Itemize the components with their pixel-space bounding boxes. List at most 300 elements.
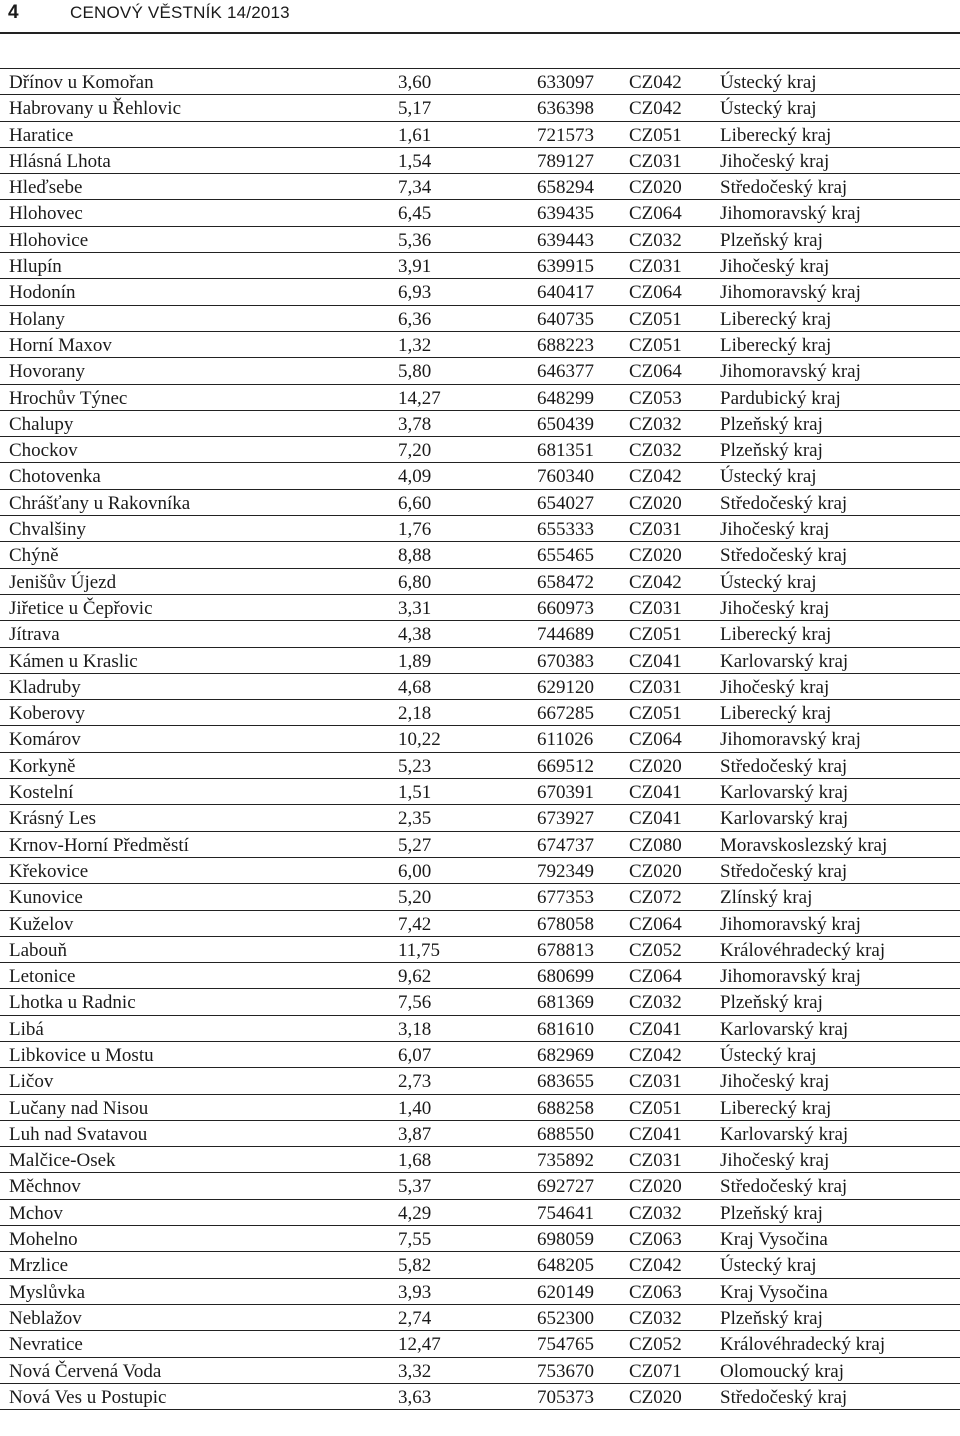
nuts-code: CZ031 [629,1150,682,1172]
cadastral-code: 698059 [537,1229,594,1251]
cadastral-area-name: Hovorany [9,361,85,383]
cadastral-code: 648299 [537,387,594,409]
region-name: Zlínský kraj [720,887,813,909]
cadastral-code: 674737 [537,834,594,856]
cadastral-code: 655333 [537,519,594,541]
table-row [0,805,960,831]
price-value: 14,27 [398,387,441,409]
price-value: 3,60 [398,72,432,93]
region-name: Jihomoravský kraj [720,361,861,383]
cadastral-code: 754641 [537,1202,594,1224]
table-row [0,858,960,884]
table-row [0,1279,960,1305]
cadastral-area-name: Chýně [9,545,59,567]
region-name: Jihomoravský kraj [720,203,861,225]
nuts-code: CZ042 [629,1255,682,1277]
cadastral-code: 667285 [537,703,594,725]
table-row [0,621,960,647]
nuts-code: CZ020 [629,755,682,777]
nuts-code: CZ020 [629,545,682,567]
region-name: Plzeňský kraj [720,1307,823,1329]
region-name: Liberecký kraj [720,1097,832,1119]
table-row [0,1016,960,1042]
table-row [0,1252,960,1278]
cadastral-area-name: Koberovy [9,703,85,725]
cadastral-area-name: Nevratice [9,1334,83,1356]
nuts-code: CZ041 [629,1018,682,1040]
table-row [0,569,960,595]
nuts-code: CZ051 [629,624,682,646]
cadastral-area-name: Mohelno [9,1229,78,1251]
price-value: 4,09 [398,466,432,488]
table-row [0,1200,960,1226]
price-value: 1,40 [398,1097,432,1119]
page-number: 4 [8,2,19,23]
nuts-code: CZ064 [629,913,682,935]
region-name: Jihočeský kraj [720,676,830,698]
price-value: 7,56 [398,992,432,1014]
cadastral-code: 639443 [537,229,594,251]
price-value: 6,93 [398,282,432,304]
cadastral-code: 636398 [537,98,594,120]
price-value: 3,63 [398,1386,432,1408]
price-value: 5,80 [398,361,432,383]
region-name: Kraj Vysočina [720,1281,828,1303]
cadastral-area-name: Chockov [9,440,78,462]
table-row [0,674,960,700]
nuts-code: CZ031 [629,256,682,278]
cadastral-area-name: Jenišův Újezd [9,571,117,593]
price-value: 1,68 [398,1150,432,1172]
table-row [0,1305,960,1331]
table-row [0,1358,960,1384]
price-value: 5,20 [398,887,432,909]
nuts-code: CZ052 [629,939,682,961]
region-name: Liberecký kraj [720,624,832,646]
cadastral-area-name: Mchov [9,1202,63,1224]
cadastral-area-name: Krnov-Horní Předměstí [9,834,189,856]
cadastral-area-name: Malčice-Osek [9,1150,116,1172]
cadastral-area-name: Kunovice [9,887,83,909]
cadastral-code: 688258 [537,1097,594,1119]
nuts-code: CZ051 [629,1097,682,1119]
cadastral-area-name: Hrochův Týnec [9,387,128,409]
nuts-code: CZ052 [629,1334,682,1356]
table-row [0,1384,960,1410]
header-divider [0,32,960,34]
region-name: Středočeský kraj [720,755,848,777]
nuts-code: CZ042 [629,98,682,120]
price-value: 1,54 [398,150,432,172]
cadastral-area-name: Myslůvka [9,1281,85,1303]
region-name: Liberecký kraj [720,124,832,146]
region-name: Kraj Vysočina [720,1229,828,1251]
cadastral-area-name: Ličov [9,1071,54,1093]
price-value: 6,00 [398,860,432,882]
cadastral-area-name: Lučany nad Nisou [9,1097,149,1119]
region-name: Pardubický kraj [720,387,841,409]
table-row [0,69,960,95]
table-row [0,700,960,726]
price-value: 5,36 [398,229,432,251]
cadastral-area-name: Krásný Les [9,808,97,830]
cadastral-code: 721573 [537,124,594,146]
table-row [0,122,960,148]
table-row [0,542,960,568]
nuts-code: CZ020 [629,1386,682,1408]
cadastral-area-name: Chotovenka [9,466,101,488]
table-row [0,437,960,463]
nuts-code: CZ064 [629,361,682,383]
table-row [0,411,960,437]
table-row [0,227,960,253]
region-name: Středočeský kraj [720,860,848,882]
nuts-code: CZ064 [629,966,682,988]
cadastral-area-name: Holany [9,308,65,330]
table-row [0,385,960,411]
nuts-code: CZ042 [629,571,682,593]
cadastral-code: 681610 [537,1018,594,1040]
cadastral-area-name: Mrzlice [9,1255,69,1277]
price-value: 2,74 [398,1307,432,1329]
cadastral-code: 682969 [537,1044,594,1066]
cadastral-code: 620149 [537,1281,594,1303]
cadastral-area-name: Chalupy [9,413,74,435]
nuts-code: CZ031 [629,150,682,172]
cadastral-code: 705373 [537,1386,594,1408]
cadastral-code: 640417 [537,282,594,304]
table-row [0,832,960,858]
cadastral-code: 640735 [537,308,594,330]
cadastral-area-name: Kámen u Kraslic [9,650,138,672]
price-value: 10,22 [398,729,441,751]
cadastral-code: 754765 [537,1334,594,1356]
nuts-code: CZ032 [629,992,682,1014]
cadastral-area-name: Dřínov u Komořan [9,72,154,93]
table-row [0,1042,960,1068]
cadastral-area-name: Hleďsebe [9,177,83,199]
table-row [0,595,960,621]
nuts-code: CZ041 [629,782,682,804]
region-name: Jihočeský kraj [720,597,830,619]
price-value: 1,32 [398,334,432,356]
nuts-code: CZ032 [629,413,682,435]
nuts-code: CZ032 [629,1202,682,1224]
cadastral-code: 688223 [537,334,594,356]
table-row [0,306,960,332]
nuts-code: CZ042 [629,1044,682,1066]
cadastral-area-name: Habrovany u Řehlovic [9,98,182,120]
region-name: Jihomoravský kraj [720,282,861,304]
price-value: 6,45 [398,203,432,225]
price-value: 3,91 [398,256,432,278]
cadastral-code: 735892 [537,1150,594,1172]
region-name: Plzeňský kraj [720,440,823,462]
region-name: Ústecký kraj [720,466,817,488]
nuts-code: CZ051 [629,308,682,330]
cadastral-code: 792349 [537,860,594,882]
nuts-code: CZ031 [629,519,682,541]
table-row [0,463,960,489]
cadastral-area-name: Libkovice u Mostu [9,1044,154,1066]
cadastral-area-name: Luh nad Svatavou [9,1123,148,1145]
price-value: 8,88 [398,545,432,567]
cadastral-code: 654027 [537,492,594,514]
price-value: 7,42 [398,913,432,935]
nuts-code: CZ042 [629,72,682,93]
cadastral-area-name: Kladruby [9,676,81,698]
region-name: Jihomoravský kraj [720,729,861,751]
nuts-code: CZ051 [629,334,682,356]
price-value: 5,17 [398,98,432,120]
region-name: Královéhradecký kraj [720,939,886,961]
cadastral-code: 660973 [537,597,594,619]
region-name: Karlovarský kraj [720,1123,849,1145]
table-row [0,1121,960,1147]
price-value: 5,82 [398,1255,432,1277]
nuts-code: CZ053 [629,387,682,409]
table-row [0,648,960,674]
region-name: Karlovarský kraj [720,650,849,672]
table-row [0,779,960,805]
price-value: 2,73 [398,1071,432,1093]
cadastral-area-name: Jiřetice u Čepřovic [9,597,153,619]
cadastral-code: 639435 [537,203,594,225]
cadastral-area-name: Nová Červená Voda [9,1360,162,1382]
region-name: Jihočeský kraj [720,1071,830,1093]
nuts-code: CZ041 [629,1123,682,1145]
price-value: 6,36 [398,308,432,330]
price-value: 3,32 [398,1360,432,1382]
nuts-code: CZ042 [629,466,682,488]
region-name: Karlovarský kraj [720,782,849,804]
cadastral-area-name: Komárov [9,729,81,751]
region-name: Jihočeský kraj [720,150,830,172]
nuts-code: CZ071 [629,1360,682,1382]
cadastral-area-name: Letonice [9,966,76,988]
region-name: Plzeňský kraj [720,992,823,1014]
cadastral-area-name: Korkyně [9,755,76,777]
table-row [0,332,960,358]
cadastral-code: 673927 [537,808,594,830]
nuts-code: CZ080 [629,834,682,856]
table-row [0,200,960,226]
price-value: 4,38 [398,624,432,646]
region-name: Liberecký kraj [720,308,832,330]
nuts-code: CZ031 [629,676,682,698]
nuts-code: CZ020 [629,860,682,882]
price-value: 7,20 [398,440,432,462]
table-row [0,516,960,542]
cadastral-code: 683655 [537,1071,594,1093]
price-value: 3,87 [398,1123,432,1145]
region-name: Liberecký kraj [720,334,832,356]
cadastral-code: 655465 [537,545,594,567]
cadastral-code: 681369 [537,992,594,1014]
publication-title: CENOVÝ VĚSTNÍK 14/2013 [70,3,290,22]
nuts-code: CZ020 [629,177,682,199]
cadastral-code: 670383 [537,650,594,672]
region-name: Plzeňský kraj [720,1202,823,1224]
cadastral-area-name: Křekovice [9,860,89,882]
nuts-code: CZ032 [629,229,682,251]
cadastral-area-name: Hlásná Lhota [9,150,111,172]
cadastral-code: 760340 [537,466,594,488]
price-value: 2,18 [398,703,432,725]
cadastral-area-name: Horní Maxov [9,334,112,356]
price-value: 4,29 [398,1202,432,1224]
table-row [0,1331,960,1357]
price-value: 11,75 [398,939,441,961]
region-name: Středočeský kraj [720,545,848,567]
table-row [0,1226,960,1252]
nuts-code: CZ051 [629,124,682,146]
region-name: Ústecký kraj [720,571,817,593]
region-name: Středočeský kraj [720,1176,848,1198]
nuts-code: CZ031 [629,1071,682,1093]
nuts-code: CZ020 [629,1176,682,1198]
cadastral-code: 678813 [537,939,594,961]
cadastral-area-name: Chvalšiny [9,519,87,541]
table-row [0,1173,960,1199]
region-name: Plzeňský kraj [720,413,823,435]
cadastral-area-name: Hlupín [9,256,62,278]
nuts-code: CZ051 [629,703,682,725]
nuts-code: CZ041 [629,808,682,830]
cadastral-code: 650439 [537,413,594,435]
region-name: Jihočeský kraj [720,519,830,541]
table-row [0,358,960,384]
table-row [0,726,960,752]
cadastral-code: 611026 [537,729,594,751]
region-name: Jihočeský kraj [720,256,830,278]
cadastral-area-name: Lhotka u Radnic [9,992,136,1014]
region-name: Ústecký kraj [720,1255,817,1277]
cadastral-area-name: Měchnov [9,1176,81,1198]
cadastral-code: 658472 [537,571,594,593]
price-value: 6,80 [398,571,432,593]
price-value: 5,23 [398,755,432,777]
cadastral-area-name: Hlohovice [9,229,89,251]
cadastral-area-name: Kuželov [9,913,74,935]
cadastral-code: 744689 [537,624,594,646]
price-table [0,68,960,1410]
price-value: 3,78 [398,413,432,435]
table-row [0,884,960,910]
region-name: Jihomoravský kraj [720,913,861,935]
cadastral-code: 681351 [537,440,594,462]
price-value: 2,35 [398,808,432,830]
price-value: 5,37 [398,1176,432,1198]
price-value: 6,07 [398,1044,432,1066]
cadastral-code: 670391 [537,782,594,804]
cadastral-area-name: Hodonín [9,282,76,304]
cadastral-area-name: Jítrava [9,624,60,646]
cadastral-area-name: Hlohovec [9,203,83,225]
table-row [0,1068,960,1094]
region-name: Středočeský kraj [720,1386,848,1408]
cadastral-code: 753670 [537,1360,594,1382]
price-value: 3,18 [398,1018,432,1040]
nuts-code: CZ032 [629,1307,682,1329]
table-row [0,95,960,121]
nuts-code: CZ064 [629,203,682,225]
cadastral-code: 678058 [537,913,594,935]
region-name: Středočeský kraj [720,177,848,199]
nuts-code: CZ032 [629,440,682,462]
region-name: Ústecký kraj [720,98,817,120]
cadastral-code: 677353 [537,887,594,909]
price-value: 9,62 [398,966,432,988]
cadastral-code: 633097 [537,72,594,93]
price-value: 1,51 [398,782,432,804]
cadastral-code: 648205 [537,1255,594,1277]
table-row [0,963,960,989]
cadastral-area-name: Libá [9,1018,44,1040]
nuts-code: CZ041 [629,650,682,672]
cadastral-area-name: Neblažov [9,1307,82,1329]
cadastral-code: 658294 [537,177,594,199]
region-name: Královéhradecký kraj [720,1334,886,1356]
table-row [0,279,960,305]
region-name: Olomoucký kraj [720,1360,845,1382]
table-row [0,1147,960,1173]
price-value: 1,61 [398,124,432,146]
price-value: 3,93 [398,1281,432,1303]
price-value: 7,55 [398,1229,432,1251]
cadastral-area-name: Kostelní [9,782,74,804]
cadastral-code: 629120 [537,676,594,698]
price-value: 12,47 [398,1334,441,1356]
region-name: Ústecký kraj [720,1044,817,1066]
table-row [0,490,960,516]
region-name: Plzeňský kraj [720,229,823,251]
table-row [0,253,960,279]
table-row [0,753,960,779]
cadastral-code: 639915 [537,256,594,278]
table-row [0,989,960,1015]
cadastral-code: 789127 [537,150,594,172]
cadastral-code: 669512 [537,755,594,777]
region-name: Karlovarský kraj [720,808,849,830]
region-name: Ústecký kraj [720,72,817,93]
cadastral-code: 680699 [537,966,594,988]
region-name: Liberecký kraj [720,703,832,725]
cadastral-code: 652300 [537,1307,594,1329]
region-name: Moravskoslezský kraj [720,834,888,856]
region-name: Jihočeský kraj [720,1150,830,1172]
table-row [0,1095,960,1121]
price-value: 3,31 [398,597,432,619]
cadastral-code: 688550 [537,1123,594,1145]
region-name: Jihomoravský kraj [720,966,861,988]
price-value: 5,27 [398,834,432,856]
table-row [0,174,960,200]
nuts-code: CZ064 [629,282,682,304]
nuts-code: CZ031 [629,597,682,619]
page-header [0,0,960,34]
nuts-code: CZ064 [629,729,682,751]
region-name: Karlovarský kraj [720,1018,849,1040]
nuts-code: CZ020 [629,492,682,514]
nuts-code: CZ072 [629,887,682,909]
price-value: 1,89 [398,650,432,672]
price-value: 7,34 [398,177,432,199]
cadastral-area-name: Labouň [9,939,68,961]
cadastral-area-name: Haratice [9,124,74,146]
price-value: 6,60 [398,492,432,514]
price-value: 1,76 [398,519,432,541]
